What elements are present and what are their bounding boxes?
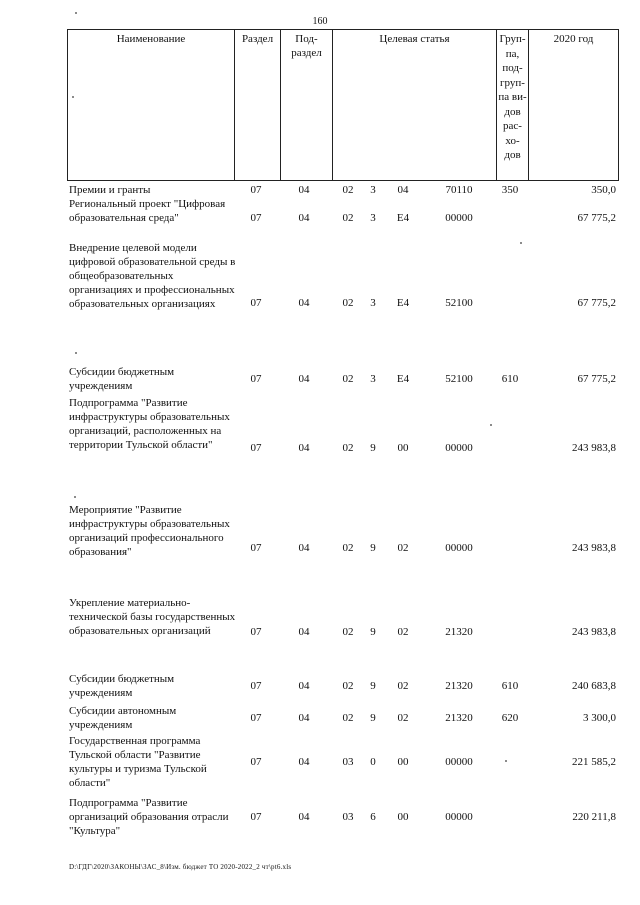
- file-path-footer: D:\ГДГ\2020\ЗАКОНЫ\ЗАС_8\Изм. бюджет ТО 2020-2022_2 чт\pt6.xls: [69, 863, 292, 871]
- header-section: Раздел: [234, 29, 281, 181]
- row-t1: 02: [342, 373, 354, 385]
- row-section: 07: [250, 626, 262, 638]
- row-section: 07: [250, 542, 262, 554]
- row-name: Региональный проект "Цифровая образовательная среда": [69, 198, 226, 224]
- row-t2: 9: [370, 442, 376, 454]
- row-t4: 00000: [445, 756, 473, 768]
- row-amount: 67 775,2: [577, 212, 616, 224]
- row-amount: 67 775,2: [577, 373, 616, 385]
- row-amount: 3 300,0: [583, 712, 616, 724]
- row-name: Государственная программа Тульской области "Развитие культуры и туризма Тульской области": [69, 735, 207, 789]
- row-subsection: 04: [298, 297, 310, 309]
- row-t3: 00: [397, 442, 409, 454]
- row-t1: 03: [342, 811, 354, 823]
- scan-speck: [520, 242, 522, 244]
- row-t2: 3: [370, 373, 376, 385]
- row-t4: 00000: [445, 811, 473, 823]
- scan-speck: [72, 96, 74, 98]
- row-subsection: 04: [298, 680, 310, 692]
- row-group: 620: [501, 712, 519, 724]
- row-t3: 00: [397, 756, 409, 768]
- row-name: Подпрограмма "Развитие инфраструктуры образовательных организаций, расположенных на территории Тульской области": [69, 397, 230, 451]
- row-amount: 67 775,2: [577, 297, 616, 309]
- table-header: [67, 29, 619, 181]
- row-subsection: 04: [298, 811, 310, 823]
- row-t1: 03: [342, 756, 354, 768]
- row-name: Внедрение целевой модели цифровой образовательной среды в общеобразовательных организациях и профессиональных образовательных организациях: [69, 242, 236, 310]
- header-year: 2020 год: [528, 29, 619, 181]
- row-t2: 9: [370, 626, 376, 638]
- row-t3: E4: [396, 212, 410, 224]
- row-t2: 0: [370, 756, 376, 768]
- row-section: 07: [250, 712, 262, 724]
- row-group: 350: [501, 184, 519, 196]
- row-t2: 6: [370, 811, 376, 823]
- scan-speck: [74, 496, 76, 498]
- row-t4: 52100: [445, 297, 473, 309]
- row-section: 07: [250, 756, 262, 768]
- row-amount: 243 983,8: [572, 542, 616, 554]
- row-t3: 02: [397, 626, 409, 638]
- row-t1: 02: [342, 712, 354, 724]
- row-t3: 02: [397, 680, 409, 692]
- row-subsection: 04: [298, 442, 310, 454]
- scan-speck: [505, 760, 507, 762]
- row-t1: 02: [342, 297, 354, 309]
- row-subsection: 04: [298, 373, 310, 385]
- row-amount: 240 683,8: [572, 680, 616, 692]
- scan-speck: [75, 12, 77, 14]
- row-name: Мероприятие "Развитие инфраструктуры образовательных организаций профессионального образования": [69, 504, 230, 558]
- row-group: 610: [501, 680, 519, 692]
- row-group: 610: [501, 373, 519, 385]
- row-amount: 243 983,8: [572, 442, 616, 454]
- row-t2: 9: [370, 712, 376, 724]
- row-subsection: 04: [298, 756, 310, 768]
- row-name: Субсидии бюджетным учреждениям: [69, 366, 175, 392]
- row-name: Премии и гранты: [69, 184, 151, 196]
- scan-speck: [75, 352, 77, 354]
- row-t4: 00000: [445, 212, 473, 224]
- row-t4: 70110: [445, 184, 473, 196]
- row-t4: 21320: [445, 712, 473, 724]
- row-t4: 21320: [445, 626, 473, 638]
- row-t3: 02: [397, 542, 409, 554]
- row-t4: 21320: [445, 680, 473, 692]
- row-section: 07: [250, 811, 262, 823]
- row-section: 07: [250, 212, 262, 224]
- row-t3: 00: [397, 811, 409, 823]
- row-name: Подпрограмма "Развитие организаций образования отрасли "Культура": [69, 797, 229, 837]
- header-target: Целевая статья: [332, 29, 497, 181]
- row-amount: 221 585,2: [572, 756, 616, 768]
- header-group: Груп- па, под- груп- па ви- дов рас- хо- дов: [496, 29, 529, 181]
- row-subsection: 04: [298, 712, 310, 724]
- row-t1: 02: [342, 626, 354, 638]
- row-t3: E4: [396, 297, 410, 309]
- row-name: Субсидии автономным учреждениям: [69, 705, 177, 731]
- row-t2: 3: [370, 212, 376, 224]
- row-t3: 02: [397, 712, 409, 724]
- scan-speck: [490, 424, 492, 426]
- row-t2: 9: [370, 542, 376, 554]
- row-t2: 9: [370, 680, 376, 692]
- row-t3: 04: [397, 184, 409, 196]
- row-name: Укрепление материально-технической базы государственных образовательных организаций: [69, 597, 236, 637]
- row-t3: E4: [396, 373, 410, 385]
- row-t2: 3: [370, 297, 376, 309]
- row-t1: 02: [342, 184, 354, 196]
- row-amount: 243 983,8: [572, 626, 616, 638]
- row-subsection: 04: [298, 542, 310, 554]
- row-t1: 02: [342, 680, 354, 692]
- row-section: 07: [250, 297, 262, 309]
- page-number: 160: [312, 16, 328, 27]
- row-section: 07: [250, 680, 262, 692]
- row-section: 07: [250, 373, 262, 385]
- row-t4: 00000: [445, 542, 473, 554]
- row-section: 07: [250, 442, 262, 454]
- row-t1: 02: [342, 442, 354, 454]
- row-name: Субсидии бюджетным учреждениям: [69, 673, 175, 699]
- row-subsection: 04: [298, 626, 310, 638]
- row-t4: 52100: [445, 373, 473, 385]
- header-subsection: Под- раздел: [280, 29, 333, 181]
- row-subsection: 04: [298, 212, 310, 224]
- row-t4: 00000: [445, 442, 473, 454]
- row-t1: 02: [342, 212, 354, 224]
- row-amount: 220 211,8: [572, 811, 616, 823]
- header-name: Наименование: [67, 29, 235, 181]
- row-t2: 3: [370, 184, 376, 196]
- row-section: 07: [250, 184, 262, 196]
- row-t1: 02: [342, 542, 354, 554]
- row-amount: 350,0: [591, 184, 616, 196]
- row-subsection: 04: [298, 184, 310, 196]
